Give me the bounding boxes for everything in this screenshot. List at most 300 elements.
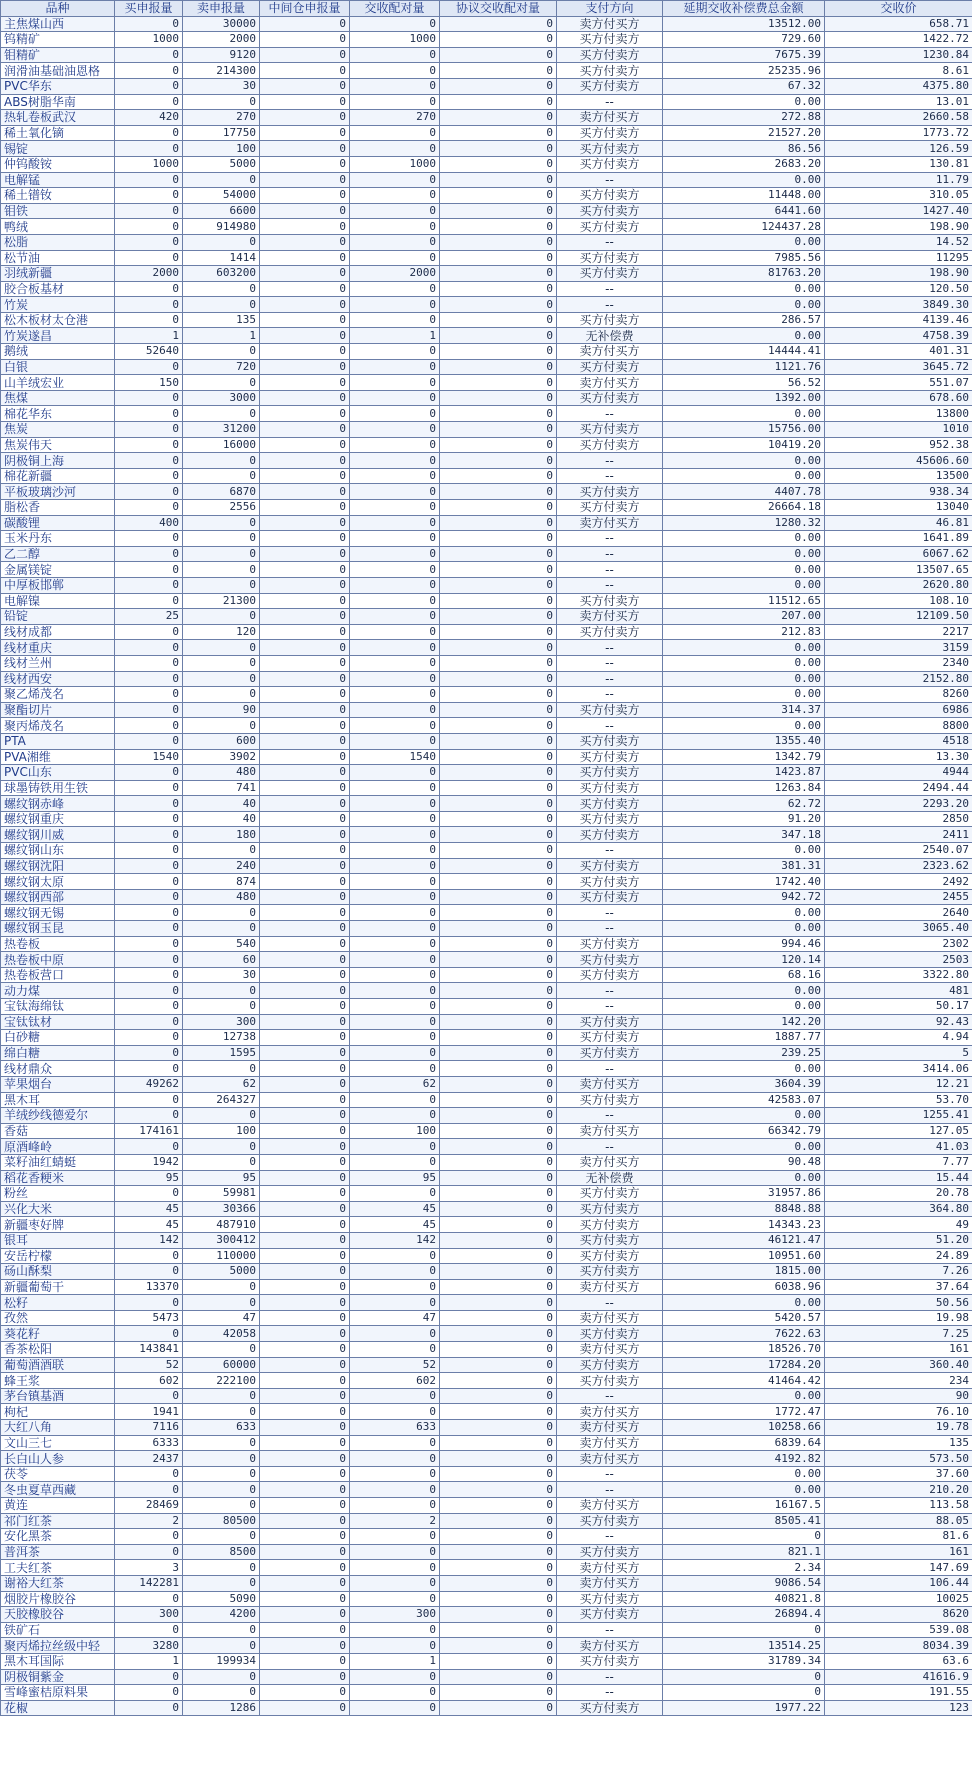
header-cell-buy-declared: 买申报量: [115, 1, 183, 17]
cell-buy-declared: 1000: [115, 156, 183, 172]
cell-buy-declared: 0: [115, 952, 183, 968]
cell-agreement-matched-qty: 0: [440, 172, 557, 188]
cell-variety: ABS树脂华南: [1, 94, 115, 110]
cell-variety: 平板玻璃沙河: [1, 484, 115, 500]
cell-buy-declared: 0: [115, 1139, 183, 1155]
cell-compensation-total: 0: [663, 1622, 825, 1638]
cell-compensation-total: 0.00: [663, 640, 825, 656]
cell-sell-declared: 180: [183, 827, 260, 843]
table-row: [1, 952, 972, 968]
cell-intermediate-declared: 0: [260, 577, 350, 593]
cell-agreement-matched-qty: 0: [440, 1357, 557, 1373]
cell-intermediate-declared: 0: [260, 1123, 350, 1139]
cell-compensation-total: 0.00: [663, 94, 825, 110]
cell-variety: 宝钛海绵钛: [1, 999, 115, 1015]
cell-compensation-total: 1121.76: [663, 359, 825, 375]
cell-intermediate-declared: 0: [260, 141, 350, 157]
cell-matched-qty: 0: [350, 905, 440, 921]
cell-agreement-matched-qty: 0: [440, 546, 557, 562]
cell-matched-qty: 0: [350, 1264, 440, 1280]
cell-payment-direction: --: [557, 655, 663, 671]
cell-agreement-matched-qty: 0: [440, 328, 557, 344]
cell-sell-declared: 0: [183, 1466, 260, 1482]
cell-agreement-matched-qty: 0: [440, 967, 557, 983]
cell-buy-declared: 0: [115, 1061, 183, 1077]
cell-sell-declared: 0: [183, 531, 260, 547]
table-row: [1, 718, 972, 734]
cell-agreement-matched-qty: 0: [440, 1248, 557, 1264]
table-row: [1, 1295, 972, 1311]
cell-payment-direction: 卖方付买方: [557, 1342, 663, 1358]
cell-payment-direction: 买方付卖方: [557, 811, 663, 827]
cell-settlement-price: 658.71: [825, 16, 972, 32]
cell-buy-declared: 0: [115, 359, 183, 375]
cell-payment-direction: --: [557, 234, 663, 250]
cell-agreement-matched-qty: 0: [440, 125, 557, 141]
cell-compensation-total: 90.48: [663, 1154, 825, 1170]
cell-compensation-total: 0.00: [663, 546, 825, 562]
table-row: [1, 1139, 972, 1155]
cell-payment-direction: --: [557, 577, 663, 593]
cell-intermediate-declared: 0: [260, 1248, 350, 1264]
cell-variety: 线材西安: [1, 671, 115, 687]
cell-matched-qty: 0: [350, 250, 440, 266]
cell-matched-qty: 0: [350, 16, 440, 32]
cell-sell-declared: 0: [183, 406, 260, 422]
cell-matched-qty: 0: [350, 297, 440, 313]
cell-sell-declared: 720: [183, 359, 260, 375]
cell-payment-direction: 买方付卖方: [557, 733, 663, 749]
cell-settlement-price: 130.81: [825, 156, 972, 172]
cell-variety: 白银: [1, 359, 115, 375]
cell-payment-direction: --: [557, 546, 663, 562]
cell-buy-declared: 0: [115, 1700, 183, 1716]
cell-intermediate-declared: 0: [260, 1014, 350, 1030]
table-row: [1, 562, 972, 578]
cell-buy-declared: 25: [115, 609, 183, 625]
cell-agreement-matched-qty: 0: [440, 390, 557, 406]
table-row: [1, 78, 972, 94]
cell-settlement-price: 2503: [825, 952, 972, 968]
cell-buy-declared: 0: [115, 577, 183, 593]
cell-payment-direction: 卖方付买方: [557, 1279, 663, 1295]
cell-variety: 焦炭: [1, 422, 115, 438]
table-row: [1, 219, 972, 235]
cell-buy-declared: 7116: [115, 1420, 183, 1436]
cell-intermediate-declared: 0: [260, 1357, 350, 1373]
cell-sell-declared: 487910: [183, 1217, 260, 1233]
cell-buy-declared: 0: [115, 546, 183, 562]
cell-sell-declared: 100: [183, 1123, 260, 1139]
cell-agreement-matched-qty: 0: [440, 655, 557, 671]
cell-settlement-price: 14.52: [825, 234, 972, 250]
cell-payment-direction: --: [557, 531, 663, 547]
cell-buy-declared: 2000: [115, 266, 183, 282]
cell-compensation-total: 14343.23: [663, 1217, 825, 1233]
cell-payment-direction: 卖方付买方: [557, 1154, 663, 1170]
cell-sell-declared: 47: [183, 1310, 260, 1326]
cell-sell-declared: 199934: [183, 1653, 260, 1669]
cell-compensation-total: 26664.18: [663, 500, 825, 516]
cell-variety: 普洱茶: [1, 1544, 115, 1560]
cell-sell-declared: 90: [183, 702, 260, 718]
cell-variety: 工夫红茶: [1, 1560, 115, 1576]
cell-variety: 螺纹钢玉昆: [1, 921, 115, 937]
cell-settlement-price: 952.38: [825, 437, 972, 453]
cell-matched-qty: 0: [350, 78, 440, 94]
cell-compensation-total: 17284.20: [663, 1357, 825, 1373]
cell-compensation-total: 5420.57: [663, 1310, 825, 1326]
cell-sell-declared: 80500: [183, 1513, 260, 1529]
cell-settlement-price: 4518: [825, 733, 972, 749]
cell-settlement-price: 4944: [825, 765, 972, 781]
cell-variety: 鸭绒: [1, 219, 115, 235]
cell-agreement-matched-qty: 0: [440, 889, 557, 905]
cell-variety: PVC华东: [1, 78, 115, 94]
cell-intermediate-declared: 0: [260, 655, 350, 671]
cell-compensation-total: 0.00: [663, 1295, 825, 1311]
cell-compensation-total: 6839.64: [663, 1435, 825, 1451]
cell-sell-declared: 0: [183, 1638, 260, 1654]
cell-compensation-total: 1392.00: [663, 390, 825, 406]
cell-sell-declared: 0: [183, 905, 260, 921]
cell-settlement-price: 19.98: [825, 1310, 972, 1326]
cell-payment-direction: --: [557, 1108, 663, 1124]
cell-buy-declared: 0: [115, 219, 183, 235]
cell-payment-direction: 买方付卖方: [557, 780, 663, 796]
cell-agreement-matched-qty: 0: [440, 110, 557, 126]
cell-matched-qty: 0: [350, 577, 440, 593]
cell-sell-declared: 16000: [183, 437, 260, 453]
cell-agreement-matched-qty: 0: [440, 1560, 557, 1576]
table-row: [1, 1513, 972, 1529]
cell-sell-declared: 1414: [183, 250, 260, 266]
cell-agreement-matched-qty: 0: [440, 1076, 557, 1092]
table-row: [1, 1653, 972, 1669]
cell-matched-qty: 0: [350, 125, 440, 141]
cell-compensation-total: 68.16: [663, 967, 825, 983]
cell-intermediate-declared: 0: [260, 1513, 350, 1529]
cell-agreement-matched-qty: 0: [440, 718, 557, 734]
cell-compensation-total: 212.83: [663, 624, 825, 640]
cell-matched-qty: 45: [350, 1217, 440, 1233]
cell-compensation-total: 56.52: [663, 375, 825, 391]
cell-buy-declared: 0: [115, 1622, 183, 1638]
cell-buy-declared: 0: [115, 406, 183, 422]
cell-variety: 枸杞: [1, 1404, 115, 1420]
cell-buy-declared: 0: [115, 624, 183, 640]
cell-matched-qty: 0: [350, 453, 440, 469]
cell-settlement-price: 7.77: [825, 1154, 972, 1170]
cell-intermediate-declared: 0: [260, 203, 350, 219]
cell-matched-qty: 0: [350, 889, 440, 905]
cell-buy-declared: 5473: [115, 1310, 183, 1326]
table-row: [1, 1591, 972, 1607]
cell-compensation-total: 1977.22: [663, 1700, 825, 1716]
cell-payment-direction: 买方付卖方: [557, 32, 663, 48]
cell-agreement-matched-qty: 0: [440, 609, 557, 625]
cell-sell-declared: 0: [183, 562, 260, 578]
cell-buy-declared: 3: [115, 1560, 183, 1576]
cell-agreement-matched-qty: 0: [440, 1373, 557, 1389]
cell-buy-declared: 0: [115, 188, 183, 204]
cell-variety: 锡锭: [1, 141, 115, 157]
table-row: [1, 1154, 972, 1170]
cell-buy-declared: 0: [115, 94, 183, 110]
cell-intermediate-declared: 0: [260, 858, 350, 874]
cell-compensation-total: 0.00: [663, 671, 825, 687]
cell-settlement-price: 2540.07: [825, 843, 972, 859]
cell-settlement-price: 2620.80: [825, 577, 972, 593]
cell-matched-qty: 0: [350, 921, 440, 937]
cell-variety: 粉丝: [1, 1186, 115, 1202]
cell-intermediate-declared: 0: [260, 172, 350, 188]
cell-matched-qty: 0: [350, 780, 440, 796]
cell-settlement-price: 2640: [825, 905, 972, 921]
cell-sell-declared: 222100: [183, 1373, 260, 1389]
cell-payment-direction: 买方付卖方: [557, 593, 663, 609]
cell-intermediate-declared: 0: [260, 1435, 350, 1451]
cell-variety: 钼精矿: [1, 47, 115, 63]
cell-variety: 雪峰蜜桔原料果: [1, 1685, 115, 1701]
cell-settlement-price: 481: [825, 983, 972, 999]
cell-matched-qty: 1540: [350, 749, 440, 765]
cell-payment-direction: --: [557, 562, 663, 578]
cell-buy-declared: 49262: [115, 1076, 183, 1092]
cell-intermediate-declared: 0: [260, 515, 350, 531]
cell-sell-declared: 1: [183, 328, 260, 344]
cell-intermediate-declared: 0: [260, 593, 350, 609]
cell-payment-direction: --: [557, 671, 663, 687]
cell-intermediate-declared: 0: [260, 125, 350, 141]
cell-intermediate-declared: 0: [260, 936, 350, 952]
cell-matched-qty: 0: [350, 94, 440, 110]
cell-buy-declared: 300: [115, 1607, 183, 1623]
cell-settlement-price: 76.10: [825, 1404, 972, 1420]
cell-intermediate-declared: 0: [260, 889, 350, 905]
cell-agreement-matched-qty: 0: [440, 593, 557, 609]
cell-agreement-matched-qty: 0: [440, 1513, 557, 1529]
cell-settlement-price: 12.21: [825, 1076, 972, 1092]
cell-agreement-matched-qty: 0: [440, 827, 557, 843]
cell-matched-qty: 0: [350, 1466, 440, 1482]
cell-matched-qty: 0: [350, 718, 440, 734]
cell-buy-declared: 0: [115, 250, 183, 266]
table-row: [1, 1326, 972, 1342]
cell-settlement-price: 24.89: [825, 1248, 972, 1264]
cell-payment-direction: 买方付卖方: [557, 1326, 663, 1342]
cell-intermediate-declared: 0: [260, 921, 350, 937]
cell-variety: 绵白糖: [1, 1045, 115, 1061]
cell-intermediate-declared: 0: [260, 749, 350, 765]
cell-settlement-price: 3645.72: [825, 359, 972, 375]
cell-intermediate-declared: 0: [260, 359, 350, 375]
cell-sell-declared: 0: [183, 1342, 260, 1358]
cell-sell-declared: 0: [183, 718, 260, 734]
cell-matched-qty: 142: [350, 1232, 440, 1248]
cell-buy-declared: 400: [115, 515, 183, 531]
cell-matched-qty: 0: [350, 1622, 440, 1638]
cell-matched-qty: 0: [350, 1045, 440, 1061]
cell-agreement-matched-qty: 0: [440, 1170, 557, 1186]
cell-variety: 钼铁: [1, 203, 115, 219]
cell-agreement-matched-qty: 0: [440, 1451, 557, 1467]
cell-sell-declared: 0: [183, 999, 260, 1015]
cell-settlement-price: 126.59: [825, 141, 972, 157]
cell-matched-qty: 0: [350, 437, 440, 453]
table-row: [1, 1342, 972, 1358]
cell-buy-declared: 0: [115, 1544, 183, 1560]
cell-variety: 聚乙烯茂名: [1, 687, 115, 703]
cell-compensation-total: 67.32: [663, 78, 825, 94]
cell-intermediate-declared: 0: [260, 905, 350, 921]
cell-agreement-matched-qty: 0: [440, 219, 557, 235]
cell-sell-declared: 21300: [183, 593, 260, 609]
cell-matched-qty: 0: [350, 1451, 440, 1467]
cell-buy-declared: 95: [115, 1170, 183, 1186]
cell-buy-declared: 1941: [115, 1404, 183, 1420]
cell-buy-declared: 0: [115, 1529, 183, 1545]
cell-settlement-price: 20.78: [825, 1186, 972, 1202]
cell-sell-declared: 0: [183, 1154, 260, 1170]
cell-buy-declared: 2: [115, 1513, 183, 1529]
cell-matched-qty: 0: [350, 1560, 440, 1576]
cell-intermediate-declared: 0: [260, 1373, 350, 1389]
cell-buy-declared: 0: [115, 999, 183, 1015]
cell-agreement-matched-qty: 0: [440, 515, 557, 531]
cell-intermediate-declared: 0: [260, 1186, 350, 1202]
cell-sell-declared: 0: [183, 655, 260, 671]
cell-compensation-total: 207.00: [663, 609, 825, 625]
table-row: [1, 312, 972, 328]
cell-agreement-matched-qty: 0: [440, 375, 557, 391]
table-row: [1, 359, 972, 375]
cell-buy-declared: 0: [115, 453, 183, 469]
cell-matched-qty: 1: [350, 328, 440, 344]
cell-compensation-total: 91.20: [663, 811, 825, 827]
table-row: [1, 47, 972, 63]
cell-variety: 香菇: [1, 1123, 115, 1139]
cell-compensation-total: 120.14: [663, 952, 825, 968]
table-row: [1, 983, 972, 999]
cell-agreement-matched-qty: 0: [440, 1653, 557, 1669]
cell-agreement-matched-qty: 0: [440, 858, 557, 874]
cell-settlement-price: 551.07: [825, 375, 972, 391]
table-row: [1, 1217, 972, 1233]
cell-agreement-matched-qty: 0: [440, 1139, 557, 1155]
table-row: [1, 858, 972, 874]
table-row: [1, 624, 972, 640]
cell-variety: 新疆葡萄干: [1, 1279, 115, 1295]
cell-sell-declared: 0: [183, 1108, 260, 1124]
cell-agreement-matched-qty: 0: [440, 1607, 557, 1623]
table-row: [1, 640, 972, 656]
cell-payment-direction: 买方付卖方: [557, 500, 663, 516]
cell-sell-declared: 0: [183, 671, 260, 687]
cell-variety: 兴化大米: [1, 1201, 115, 1217]
table-row: [1, 1607, 972, 1623]
cell-agreement-matched-qty: 0: [440, 78, 557, 94]
cell-payment-direction: --: [557, 1529, 663, 1545]
cell-buy-declared: 45: [115, 1217, 183, 1233]
cell-agreement-matched-qty: 0: [440, 250, 557, 266]
cell-buy-declared: 0: [115, 1186, 183, 1202]
table-row: [1, 1529, 972, 1545]
cell-settlement-price: 147.69: [825, 1560, 972, 1576]
cell-buy-declared: 0: [115, 531, 183, 547]
cell-sell-declared: 0: [183, 1388, 260, 1404]
cell-buy-declared: 28469: [115, 1498, 183, 1514]
cell-compensation-total: 1280.32: [663, 515, 825, 531]
cell-agreement-matched-qty: 0: [440, 733, 557, 749]
cell-matched-qty: 0: [350, 422, 440, 438]
cell-buy-declared: 3280: [115, 1638, 183, 1654]
cell-intermediate-declared: 0: [260, 1575, 350, 1591]
cell-agreement-matched-qty: 0: [440, 796, 557, 812]
cell-settlement-price: 1773.72: [825, 125, 972, 141]
cell-payment-direction: 买方付卖方: [557, 936, 663, 952]
cell-matched-qty: 0: [350, 531, 440, 547]
cell-intermediate-declared: 0: [260, 250, 350, 266]
cell-intermediate-declared: 0: [260, 1232, 350, 1248]
cell-sell-declared: 741: [183, 780, 260, 796]
cell-settlement-price: 161: [825, 1342, 972, 1358]
cell-payment-direction: 买方付卖方: [557, 1653, 663, 1669]
cell-sell-declared: 633: [183, 1420, 260, 1436]
cell-settlement-price: 938.34: [825, 484, 972, 500]
cell-sell-declared: 8500: [183, 1544, 260, 1560]
cell-intermediate-declared: 0: [260, 344, 350, 360]
cell-settlement-price: 2323.62: [825, 858, 972, 874]
cell-payment-direction: 买方付卖方: [557, 1092, 663, 1108]
cell-agreement-matched-qty: 0: [440, 687, 557, 703]
table-row: [1, 172, 972, 188]
cell-settlement-price: 11.79: [825, 172, 972, 188]
cell-sell-declared: 480: [183, 765, 260, 781]
cell-compensation-total: 31789.34: [663, 1653, 825, 1669]
cell-variety: 大红八角: [1, 1420, 115, 1436]
cell-matched-qty: 0: [350, 1575, 440, 1591]
cell-compensation-total: 2.34: [663, 1560, 825, 1576]
table-row: [1, 468, 972, 484]
cell-agreement-matched-qty: 0: [440, 1326, 557, 1342]
cell-compensation-total: 0.00: [663, 328, 825, 344]
cell-compensation-total: 729.60: [663, 32, 825, 48]
cell-payment-direction: --: [557, 905, 663, 921]
cell-matched-qty: 0: [350, 733, 440, 749]
header-cell-variety: 品种: [1, 1, 115, 17]
cell-intermediate-declared: 0: [260, 16, 350, 32]
cell-compensation-total: 1355.40: [663, 733, 825, 749]
cell-variety: 电解锰: [1, 172, 115, 188]
cell-variety: 谢裕大红茶: [1, 1575, 115, 1591]
cell-payment-direction: 买方付卖方: [557, 312, 663, 328]
cell-variety: 聚丙烯茂名: [1, 718, 115, 734]
cell-payment-direction: 买方付卖方: [557, 1264, 663, 1280]
cell-buy-declared: 0: [115, 827, 183, 843]
cell-settlement-price: 210.20: [825, 1482, 972, 1498]
cell-agreement-matched-qty: 0: [440, 437, 557, 453]
cell-intermediate-declared: 0: [260, 1092, 350, 1108]
cell-settlement-price: 113.58: [825, 1498, 972, 1514]
cell-intermediate-declared: 0: [260, 843, 350, 859]
cell-buy-declared: 0: [115, 297, 183, 313]
cell-payment-direction: --: [557, 640, 663, 656]
table-row: [1, 546, 972, 562]
cell-agreement-matched-qty: 0: [440, 936, 557, 952]
cell-agreement-matched-qty: 0: [440, 203, 557, 219]
cell-sell-declared: 0: [183, 577, 260, 593]
